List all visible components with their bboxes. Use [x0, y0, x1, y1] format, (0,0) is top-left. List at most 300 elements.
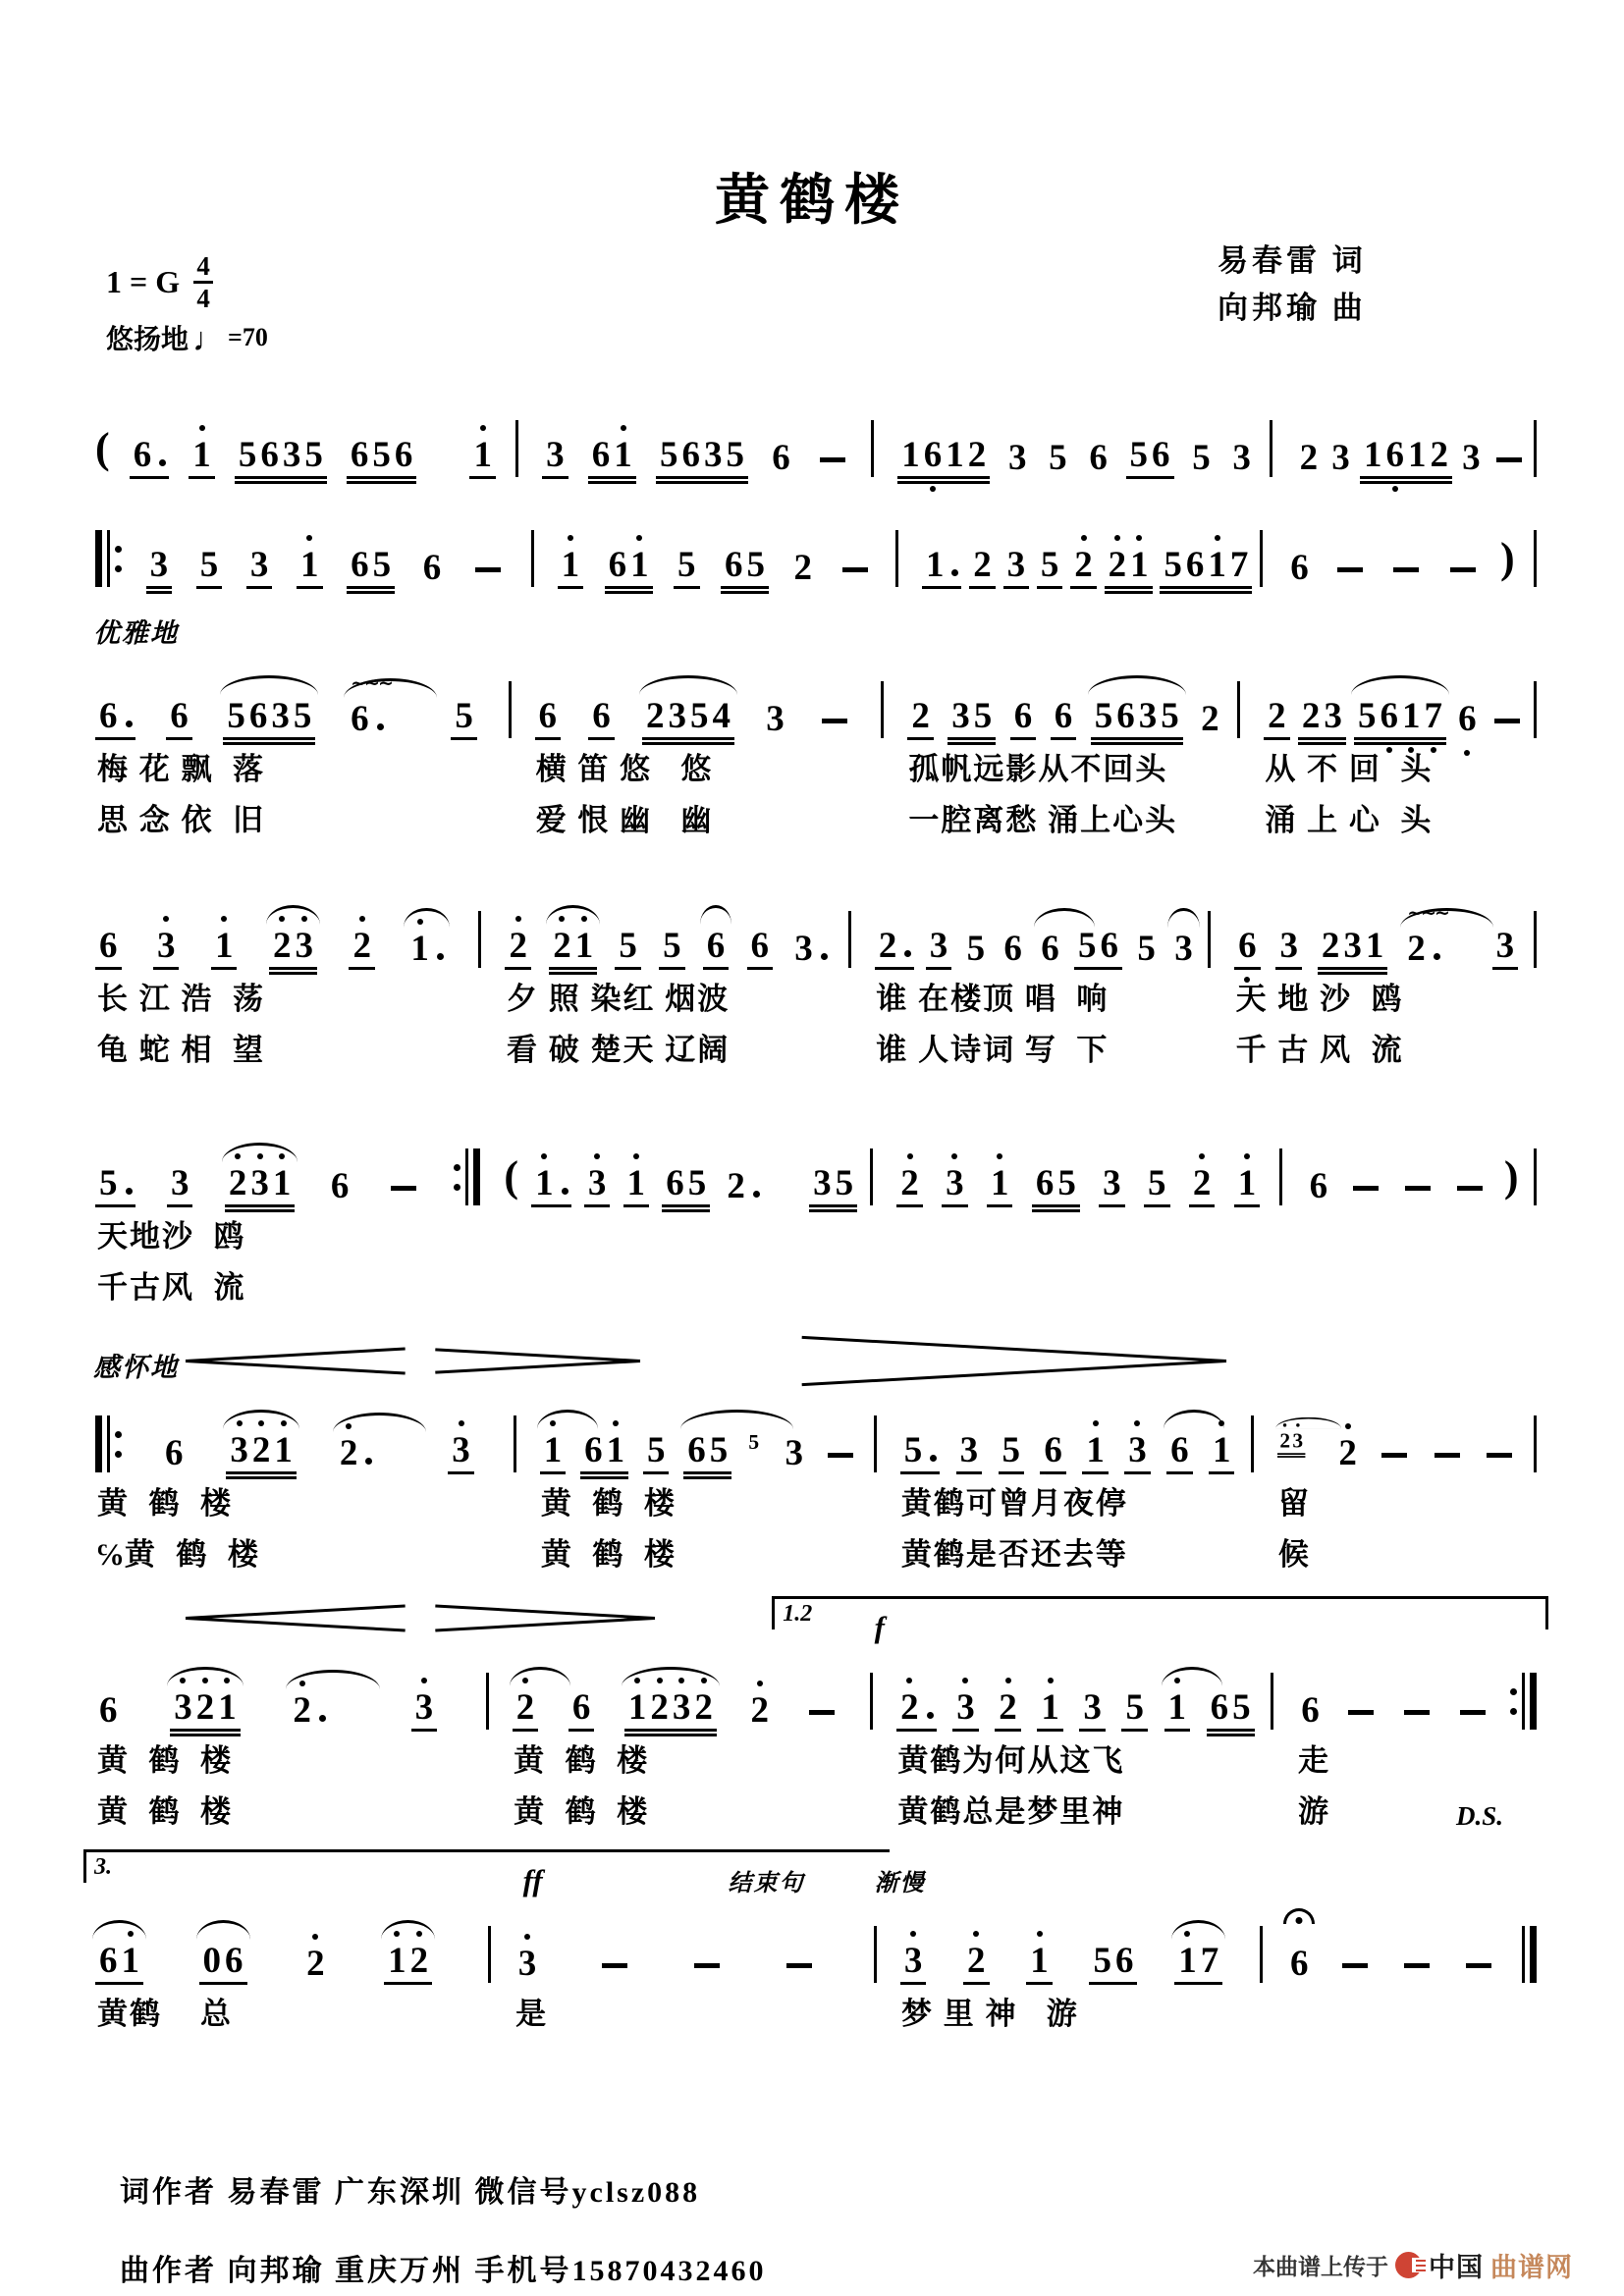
mordent-icon: ~~~: [1407, 902, 1448, 924]
note-digit: 1: [628, 1689, 647, 1726]
note-group: [1144, 1164, 1170, 1207]
note-group: [246, 546, 273, 589]
note-digit: 6: [1309, 1166, 1328, 1206]
note-digit: 1: [300, 547, 319, 583]
note-group: [542, 436, 568, 479]
note-digit: 5: [304, 435, 323, 475]
barline: [1271, 1673, 1273, 1730]
note-digit: 1: [273, 1165, 292, 1201]
lyric-cell: [884, 1266, 1292, 1309]
note-digit: 2: [900, 1689, 919, 1726]
barline: [514, 1415, 516, 1472]
music-system: [83, 1113, 1548, 1309]
note-group: [1492, 927, 1519, 970]
site-name-suffix: 曲谱网: [1490, 2253, 1573, 2282]
barline: [509, 681, 512, 738]
note-digit: 5: [663, 926, 681, 966]
note-digit: 6: [1054, 696, 1073, 736]
repeat-end-barline: [1510, 1673, 1537, 1730]
note-group: [170, 1688, 241, 1732]
note-digit: 3: [1495, 926, 1515, 966]
octave-dot-above: [907, 1153, 913, 1159]
note-digit: 6: [687, 1430, 706, 1470]
note-digit: 2: [352, 928, 371, 964]
barline: [1270, 420, 1272, 477]
note-digit: 3: [959, 1430, 979, 1470]
measure: [1284, 420, 1548, 479]
note-digit: 1: [1363, 435, 1382, 475]
duration-dash: [1342, 1963, 1368, 1968]
augmentation-dot: [437, 953, 444, 960]
slur-arc: [510, 1667, 570, 1686]
lyric-cell: 黄 鹤 楼: [514, 1794, 650, 1829]
note-group: [896, 1164, 923, 1207]
note-digit: 5: [1125, 1687, 1144, 1728]
slur-arc: [1275, 1417, 1341, 1429]
note-group: [1010, 697, 1037, 740]
barline: [486, 1673, 489, 1730]
octave-dot-below: [1392, 486, 1398, 492]
note-digit: 6: [772, 438, 790, 478]
lyric-cell: 黄鹤 总: [97, 1997, 233, 2031]
note-group: [896, 1688, 937, 1732]
note-group: [1277, 1429, 1305, 1455]
note-digit: 5: [1137, 929, 1156, 969]
octave-dot-above: [1114, 535, 1120, 541]
note-digit: 6: [350, 435, 369, 475]
duration-dash: [1405, 1186, 1431, 1191]
note-digit: 1: [575, 928, 594, 964]
barline: [874, 1926, 877, 1983]
augmentation-dot: [1434, 953, 1440, 960]
system-annotations: [83, 1337, 1548, 1384]
note-digit: 3: [1462, 438, 1481, 478]
lyric-cell: [1273, 1993, 1548, 2036]
lyrics-row: [83, 1482, 1548, 1525]
note-group: [922, 546, 962, 589]
note-group: [875, 927, 915, 970]
octave-dot-above: [524, 1934, 530, 1940]
note-digit: 6: [1013, 696, 1033, 736]
note-digit: 5: [748, 1430, 760, 1455]
slur-arc: [196, 1920, 250, 1940]
note-digit: 6: [608, 545, 627, 585]
lyric-cell: 天 地 沙 鸥: [1235, 982, 1404, 1016]
octave-dot-above: [515, 916, 521, 922]
slur-arc: [537, 1410, 598, 1429]
system-annotations: [83, 876, 1548, 880]
note-digit: 2: [967, 1943, 986, 1979]
barline: [1260, 530, 1263, 587]
note-digit: 2: [1074, 547, 1093, 583]
note-group: [897, 436, 990, 479]
duration-dash: [820, 457, 845, 462]
note-group: [987, 1164, 1013, 1207]
lyric-cell: 是: [515, 1997, 549, 2031]
octave-dot-above: [1048, 1678, 1054, 1683]
octave-dot-above: [459, 1420, 464, 1426]
note-digit: 6: [750, 926, 769, 966]
note-digit: 6: [164, 1433, 184, 1473]
duration-dash: [475, 567, 501, 572]
measure: [501, 1673, 885, 1732]
lyric-cell: [492, 1215, 885, 1258]
lyric-cell: 谁 在楼顶 唱 响: [876, 982, 1110, 1016]
barline: [1279, 1148, 1282, 1205]
slur-arc: [381, 1920, 435, 1940]
measure: [1252, 681, 1548, 740]
note-group: [1228, 439, 1255, 479]
lyric-cell: 孤帆远影从不回头: [908, 752, 1168, 786]
note-digit: 1: [1086, 1432, 1105, 1468]
lyricist-contact-line: 词作者 易春雷 广东深圳 微信号yclsz088: [120, 2176, 701, 2209]
note-digit: 6: [422, 548, 442, 588]
lyric-cell: 千 古 风 流: [1235, 1033, 1404, 1067]
mordent-icon: ~~~: [351, 672, 392, 694]
augmentation-dot: [951, 569, 958, 576]
note-group: [1089, 1942, 1137, 1985]
system-annotations: [83, 385, 1548, 389]
note-digit: 6: [666, 1163, 684, 1203]
note-group: [721, 546, 769, 589]
note-digit: 3: [1083, 1687, 1102, 1728]
note-group: [1318, 927, 1388, 970]
lyric-cell: 游: [1298, 1794, 1330, 1829]
note-group: [790, 930, 831, 970]
lyric-cell: 黄鹤为何从这飞: [897, 1743, 1125, 1778]
site-credit: [1253, 2246, 1573, 2284]
note-digit: 2: [229, 1165, 247, 1201]
note-digit: 3: [174, 1689, 192, 1726]
note-group: [1297, 1691, 1324, 1732]
lyric-cell: 黄 鹤 楼: [97, 1486, 233, 1521]
note-digit: 6: [260, 435, 279, 475]
duration-dash: [694, 1963, 720, 1968]
final-barline: [1522, 1926, 1537, 1983]
note-digit: 3: [929, 926, 948, 966]
octave-dot-above: [1345, 1423, 1351, 1429]
measure: [895, 681, 1252, 740]
note-digit: 6: [394, 435, 413, 475]
note-group: [349, 927, 375, 970]
note-digit: 6: [1290, 1946, 1309, 1982]
note-digit: 2: [878, 926, 897, 966]
lyrics-row: [83, 978, 1548, 1021]
note-group: [1133, 930, 1160, 970]
note-group: [1004, 439, 1031, 479]
barline: [1237, 681, 1240, 738]
notes-row: [83, 389, 1548, 479]
note-digit: 6: [1035, 1163, 1055, 1203]
note-digit: 1: [544, 1432, 563, 1468]
lyric-cell: 长 江 浩 荡: [97, 982, 265, 1016]
lyric-cell: [1292, 1215, 1548, 1258]
note-group: [223, 697, 315, 740]
note-digit: 6: [133, 435, 152, 475]
note-group: [513, 1688, 539, 1732]
lyric-cell: 黄鹤可曾月夜停: [900, 1486, 1128, 1521]
note-group: [514, 1945, 541, 1985]
note-group: [1354, 697, 1446, 740]
slur-arc: [1167, 908, 1200, 928]
octave-dot-above: [1081, 535, 1087, 541]
note-group: [411, 1688, 438, 1732]
music-system: [83, 495, 1548, 589]
octave-dot-above: [613, 1420, 619, 1426]
note-group: [1040, 1431, 1066, 1474]
octave-dot-above: [1134, 1420, 1140, 1426]
note-group: [225, 1164, 296, 1207]
augmentation-dot: [904, 950, 911, 957]
note-digit: 2: [410, 1943, 429, 1979]
note-digit: 1: [274, 1432, 293, 1468]
system-annotations: [83, 1847, 1548, 1895]
note-digit: 3: [1138, 696, 1158, 736]
parenthesis: (: [504, 1152, 518, 1201]
note-group: [809, 1164, 857, 1207]
decrescendo-hairpin: [435, 1349, 640, 1374]
note-digit: 5: [619, 926, 637, 966]
slur-arc: [1162, 1667, 1222, 1686]
barline: [1534, 420, 1537, 477]
lyric-cell: 梅 花 飘 落: [97, 752, 265, 786]
note-digit: 3: [282, 435, 301, 475]
note-group: [1045, 439, 1071, 479]
music-system: [83, 385, 1548, 479]
note-digit: 3: [230, 1432, 248, 1468]
lyrics-row: [83, 799, 1548, 842]
note-digit: 3: [271, 696, 290, 736]
note-digit: 3: [1279, 926, 1298, 966]
octave-dot-above: [541, 1153, 547, 1159]
measure: [1222, 902, 1548, 970]
note-digit: 5: [677, 545, 696, 585]
note-digit: 3: [588, 1165, 607, 1201]
augmentation-dot: [126, 721, 133, 727]
note-digit: 6: [99, 926, 118, 966]
barline: [1534, 1415, 1537, 1472]
note-digit: 6: [99, 696, 118, 736]
note-digit: 1: [1208, 547, 1226, 583]
note-digit: 5: [372, 435, 391, 475]
upload-credit-text: 本曲谱上传于: [1253, 2255, 1388, 2279]
note-digit: 1: [627, 1165, 646, 1201]
duration-dash: [1487, 1453, 1512, 1458]
measure: [546, 530, 910, 589]
repeat-start-barline: [95, 1415, 122, 1472]
note-group: [336, 1434, 376, 1474]
note-group: [146, 546, 173, 589]
note-digit: 6: [584, 1430, 603, 1470]
note-group: [1126, 436, 1174, 479]
augmentation-dot: [319, 1715, 326, 1722]
barline: [881, 681, 884, 738]
duration-dash: [1353, 1186, 1379, 1191]
note-group: [1174, 1942, 1222, 1985]
note-group: [746, 1431, 761, 1455]
note-group: [900, 1431, 941, 1474]
duration-dash: [1450, 567, 1476, 572]
augmentation-dot: [753, 1191, 760, 1198]
note-digit: 6: [1089, 438, 1108, 478]
note-group: [189, 436, 215, 479]
note-digit: 1: [630, 547, 649, 583]
lyric-cell: [1292, 1266, 1548, 1309]
note-group: [235, 436, 327, 479]
note-digit: 7: [1229, 545, 1249, 585]
note-group: [789, 549, 816, 589]
note-group: [505, 927, 531, 970]
note-group: [723, 1167, 763, 1207]
note-digit: 1: [1178, 1943, 1197, 1979]
lyric-cell: 天地沙 鸥: [97, 1219, 246, 1254]
tempo-value: =70: [228, 323, 268, 351]
note-digit: 3: [668, 696, 687, 736]
note-group: [199, 1942, 247, 1985]
slur-arc: [220, 675, 318, 695]
note-group: [623, 1164, 650, 1207]
tempo-annotation: 结束句: [728, 1871, 805, 1896]
duration-dash: [1404, 1710, 1430, 1715]
repeat-start-barline: [95, 530, 122, 587]
note-group: [1037, 930, 1063, 970]
slur-arc: [266, 905, 320, 925]
note-group: [153, 927, 180, 970]
lyric-cell: 涌 上 心 头: [1265, 803, 1434, 837]
note-digit: 2: [340, 1435, 358, 1471]
note-digit: 5: [293, 696, 312, 736]
note-digit: 6: [538, 696, 558, 736]
note-digit: 1: [991, 1165, 1009, 1201]
note-digit: 2: [727, 1166, 745, 1206]
measure: [1274, 530, 1548, 589]
note-group: [1074, 927, 1122, 970]
lyric-cell: [492, 1266, 885, 1309]
note-digit: 5: [1164, 545, 1182, 585]
note-group: [1099, 1164, 1125, 1207]
note-digit: 3: [452, 1432, 470, 1468]
lyrics-row: [83, 1533, 1548, 1576]
dal-segno-mark: D.S.: [1455, 1801, 1503, 1831]
note-group: [747, 927, 774, 970]
duration-dash: [822, 719, 847, 723]
note-digit: 6: [351, 545, 369, 585]
note-group: [1037, 546, 1063, 589]
note-digit: 6: [99, 1941, 118, 1981]
note-digit: 1: [562, 547, 580, 583]
note-digit: 2: [1321, 926, 1340, 966]
note-group: [947, 697, 996, 740]
note-digit: 5: [1129, 435, 1149, 475]
note-group: [1403, 902, 1448, 970]
note-group: [1085, 439, 1111, 479]
note-digit: 2: [1193, 1165, 1212, 1201]
note-digit: 6: [1458, 701, 1477, 737]
note-group: [781, 1434, 807, 1474]
tempo-label: 悠扬地: [106, 325, 189, 355]
notes-row: [83, 1641, 1548, 1732]
note-digit: 2: [252, 1432, 271, 1468]
octave-dot-above: [633, 1153, 639, 1159]
note-group: [347, 436, 417, 479]
note-digit: 1: [607, 1432, 625, 1468]
notes-row: [83, 1384, 1548, 1474]
note-digit: 3: [1292, 1430, 1303, 1451]
note-group: [302, 1945, 329, 1985]
lyric-cell: 谁 人诗词 写 下: [876, 1033, 1110, 1067]
note-group: [95, 1164, 135, 1207]
meter-denominator: 4: [196, 284, 210, 313]
note-digit: 2: [694, 1689, 713, 1726]
site-name-cn: 中国: [1429, 2253, 1484, 2282]
note-group: [1188, 439, 1215, 479]
note-digit: 6: [591, 435, 611, 475]
octave-dot-above: [306, 535, 312, 541]
note-group: [406, 930, 447, 970]
note-digit: 2 ~~~: [1407, 902, 1448, 969]
decrescendo-hairpin: [435, 1606, 655, 1631]
note-digit: 3: [1232, 438, 1251, 478]
note-group: [1000, 930, 1026, 970]
duration-dash: [1393, 567, 1419, 572]
octave-dot-above: [1244, 1153, 1250, 1159]
lyrics-row: [83, 748, 1548, 791]
dynamic-marking: ff: [522, 1863, 543, 1897]
measure: [1285, 1673, 1548, 1732]
measure: [886, 420, 1283, 479]
note-digit: 5: [1161, 696, 1179, 736]
note-digit: 3: [766, 699, 785, 739]
slur-arc: [222, 1143, 298, 1162]
note-digit: 5: [1001, 1430, 1021, 1470]
note-group: [1026, 1942, 1053, 1985]
note-digit: 3: [785, 1433, 803, 1473]
note-digit: 5: [690, 696, 709, 736]
author-credits: [1218, 238, 1367, 332]
barline: [871, 420, 874, 477]
note-digit: 2: [1338, 1435, 1357, 1471]
barline: [478, 911, 481, 968]
measure: [530, 420, 886, 479]
measure: [83, 911, 493, 970]
octave-dot-above: [1136, 535, 1142, 541]
octave-dot-above: [997, 1153, 1002, 1159]
note-digit: 1: [1213, 1432, 1231, 1468]
lyric-cell: 黄 鹤 楼: [540, 1537, 677, 1572]
duration-dash: [1494, 719, 1520, 723]
slur-arc: [333, 1413, 426, 1432]
lyric-cell: [884, 1215, 1292, 1258]
duration-dash: [809, 1710, 835, 1715]
note-group: [1458, 439, 1485, 479]
note-digit: 5: [726, 435, 745, 475]
augmentation-dot: [159, 459, 166, 466]
note-digit: 5: [199, 545, 219, 585]
note-group: [1296, 439, 1323, 479]
notes-row: [83, 880, 1548, 970]
lyric-cell: 梦 里 神 游: [900, 1997, 1079, 2031]
barline: [870, 1148, 873, 1205]
note-digit: 3: [295, 928, 313, 964]
note-digit: 5: [746, 545, 765, 585]
meter-numerator: 4: [196, 251, 210, 281]
barline: [870, 1673, 873, 1730]
music-system: [83, 1594, 1548, 1834]
octave-dot-above: [1005, 1678, 1011, 1683]
lyric-cell: 黄 鹤 楼: [514, 1743, 650, 1778]
parenthesis: (: [95, 424, 110, 472]
note-group: [289, 1691, 329, 1732]
